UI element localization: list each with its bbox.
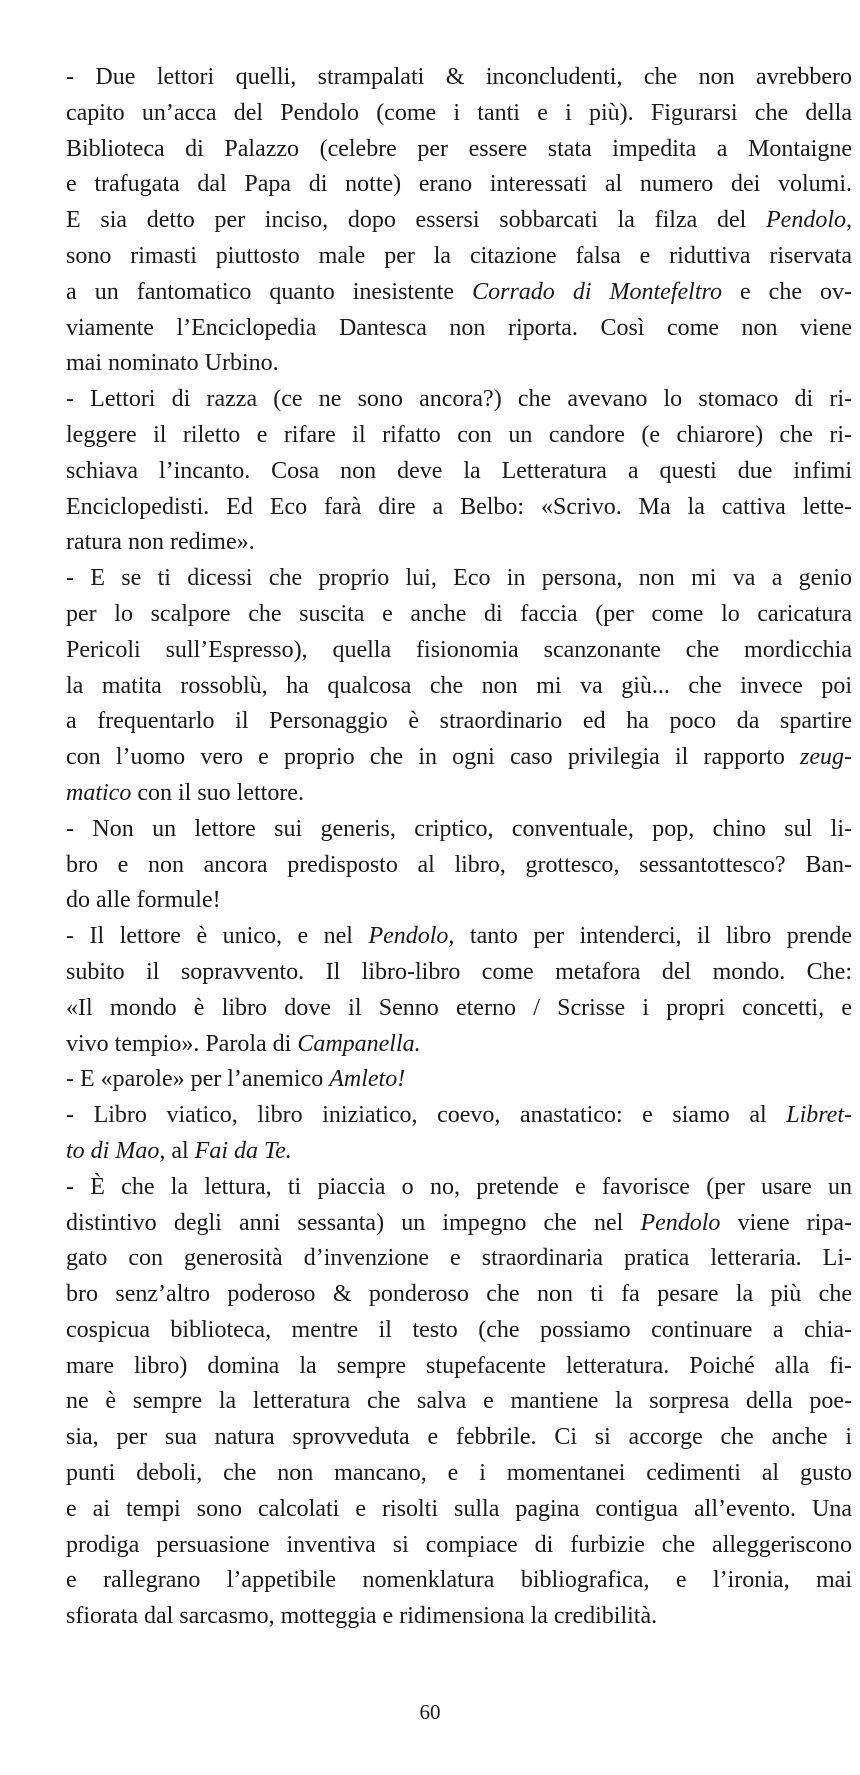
text-line: [66, 346, 852, 382]
text-segment: distintivo degli anni sessanta) un impegno che nel: [66, 1209, 641, 1236]
text-line: [66, 311, 852, 347]
text-segment: viamente l’Enciclopedia Dantesca non riporta. Così come non viene: [66, 314, 852, 341]
text-segment: sia, per sua natura sprovveduta e febbrile. Ci si accorge che anche i: [66, 1424, 852, 1451]
text-segment: - Lettori di razza (ce ne sono ancora?) che avevano lo stomaco di ri-: [66, 386, 852, 413]
text-segment: bro senz’altro poderoso & ponderoso che non ti fa pesare la più che: [66, 1281, 852, 1308]
text-line: [66, 1098, 852, 1134]
italic-text: Pendolo: [640, 1209, 721, 1236]
text-segment: punti deboli, che non mancano, e i momentanei cedimenti al gusto: [66, 1460, 852, 1487]
text-segment: gato con generosità d’invenzione e straordinaria pratica letteraria. Li-: [66, 1245, 852, 1272]
text-segment: - Non un lettore sui generis, criptico, conventuale, pop, chino sul li-: [66, 815, 852, 842]
text-line: [66, 1599, 852, 1635]
text-line: [66, 1528, 852, 1564]
text-segment: e trafugata dal Papa di notte) erano interessati al numero dei volumi.: [66, 171, 852, 198]
text-line: [66, 1062, 852, 1098]
text-line: [66, 1456, 852, 1492]
text-line: [66, 275, 852, 311]
text-segment: con il suo lettore.: [131, 779, 304, 806]
italic-text: Libret-: [786, 1102, 852, 1129]
italic-text: matico: [66, 779, 132, 806]
text-segment: viene ripa-: [720, 1209, 852, 1236]
text-segment: e che ov-: [721, 278, 853, 305]
text-line: [66, 382, 852, 418]
text-segment: - È che la lettura, ti piaccia o no, pretende e favorisce (per usare un: [66, 1173, 852, 1200]
text-line: [66, 167, 852, 203]
text-line: [66, 418, 852, 454]
text-segment: al: [165, 1137, 195, 1164]
text-segment: cospicua biblioteca, mentre il testo (che possiamo continuare a chia-: [66, 1316, 852, 1343]
text-line: [66, 561, 852, 597]
text-line: [66, 1384, 852, 1420]
text-segment: tanto per intenderci, il libro prende: [454, 923, 852, 950]
text-segment: - Il lettore è unico, e nel: [66, 923, 369, 950]
text-segment: la matita rossoblù, ha qualcosa che non mi va giù... che invece poi: [66, 672, 852, 699]
text-segment: «Il mondo è libro dove il Senno eterno / Scrisse i propri concetti, e: [66, 994, 852, 1021]
text-line: [66, 1170, 852, 1206]
text-line: [66, 239, 852, 275]
text-line: [66, 1206, 852, 1242]
text-line: [66, 1313, 852, 1349]
text-line: [66, 1027, 852, 1063]
italic-text: Campanella.: [297, 1030, 421, 1057]
text-line: [66, 955, 852, 991]
text-line: [66, 1134, 852, 1170]
text-line: [66, 1349, 852, 1385]
text-segment: prodiga persuasione inventiva si compiace di furbizie che alleggeriscono: [66, 1531, 852, 1558]
text-line: [66, 704, 852, 740]
text-segment: con l’uomo vero e proprio che in ogni caso privilegia il rapporto: [66, 744, 801, 771]
text-segment: bro e non ancora predisposto al libro, grottesco, sessantottesco? Ban-: [66, 851, 852, 878]
text-segment: mai nominato Urbino.: [66, 350, 279, 377]
text-line: [66, 490, 852, 526]
text-segment: leggere il riletto e rifare il rifatto con un candore (e chiarore) che ri-: [66, 421, 852, 448]
text-segment: sono rimasti piuttosto male per la citazione falsa e riduttiva riservata: [66, 242, 852, 269]
text-segment: do alle formule!: [66, 887, 221, 914]
text-line: [66, 812, 852, 848]
italic-text: zeug-: [800, 744, 852, 771]
text-line: [66, 525, 852, 561]
text-line: [66, 1563, 852, 1599]
italic-text: to di Mao,: [66, 1137, 166, 1164]
text-segment: schiava l’incanto. Cosa non deve la Letteratura a questi due infimi: [66, 457, 852, 484]
text-line: [66, 669, 852, 705]
page-number: 60: [419, 1700, 441, 1724]
text-line: [66, 633, 852, 669]
text-segment: - Due lettori quelli, strampalati & inconcludenti, che non avrebbero: [66, 64, 852, 90]
text-segment: Enciclopedisti. Ed Eco farà dire a Belbo: «Scrivo. Ma la cattiva lette-: [66, 493, 852, 520]
text-line: [66, 1492, 852, 1528]
text-segment: Biblioteca di Palazzo (celebre per essere stata impedita a Montaigne: [66, 135, 852, 162]
text-segment: per lo scalpore che suscita e anche di faccia (per come lo caricatura: [66, 600, 852, 627]
text-segment: - E se ti dicessi che proprio lui, Eco in persona, non mi va a genio: [66, 565, 852, 592]
text-segment: Pericoli sull’Espresso), quella fisionomia scanzonante che mordicchia: [66, 636, 852, 663]
italic-text: Pendolo,: [766, 207, 852, 234]
text-segment: a un fantomatico quanto inesistente: [66, 278, 473, 305]
text-line: [66, 132, 852, 168]
text-segment: capito un’acca del Pendolo (come i tanti e i più). Figurarsi che della: [66, 99, 852, 126]
text-line: [66, 1277, 852, 1313]
text-line: [66, 991, 852, 1027]
text-segment: sfiorata dal sarcasmo, motteggia e ridimensiona la credibilità.: [66, 1603, 658, 1630]
text-segment: - Libro viatico, libro iniziatico, coevo, anastatico: e siamo al: [66, 1102, 787, 1129]
italic-text: Fai da Te.: [194, 1137, 292, 1164]
text-line: [66, 919, 852, 955]
text-segment: subito il sopravvento. Il libro-libro come metafora del mondo. Che:: [66, 958, 852, 985]
text-line: [66, 776, 852, 812]
text-segment: ratura non redime».: [66, 529, 255, 556]
text-line: [66, 740, 852, 776]
italic-text: Pendolo,: [368, 923, 455, 950]
text-line: [66, 96, 852, 132]
text-line: [66, 848, 852, 884]
body-text: [66, 60, 852, 1635]
text-line: [66, 597, 852, 633]
text-segment: e ai tempi sono calcolati e risolti sulla pagina contigua all’evento. Una: [66, 1495, 852, 1522]
text-segment: vivo tempio». Parola di: [66, 1030, 298, 1057]
text-segment: - E «parole» per l’anemico: [66, 1066, 330, 1093]
text-line: [66, 1241, 852, 1277]
text-line: [66, 60, 852, 96]
text-line: [66, 883, 852, 919]
text-segment: e rallegrano l’appetibile nomenklatura bibliografica, e l’ironia, mai: [66, 1567, 852, 1594]
italic-text: Amleto!: [329, 1066, 406, 1093]
text-segment: E sia detto per inciso, dopo essersi sobbarcati la filza del: [66, 207, 767, 234]
text-segment: mare libro) domina la sempre stupefacente letteratura. Poiché alla fi-: [66, 1352, 852, 1379]
text-line: [66, 1420, 852, 1456]
italic-text: Corrado di Montefeltro: [472, 278, 722, 305]
text-segment: ne è sempre la letteratura che salva e mantiene la sorpresa della poe-: [66, 1388, 852, 1415]
text-segment: a frequentarlo il Personaggio è straordinario ed ha poco da spartire: [66, 708, 852, 735]
text-line: [66, 203, 852, 239]
text-line: [66, 454, 852, 490]
